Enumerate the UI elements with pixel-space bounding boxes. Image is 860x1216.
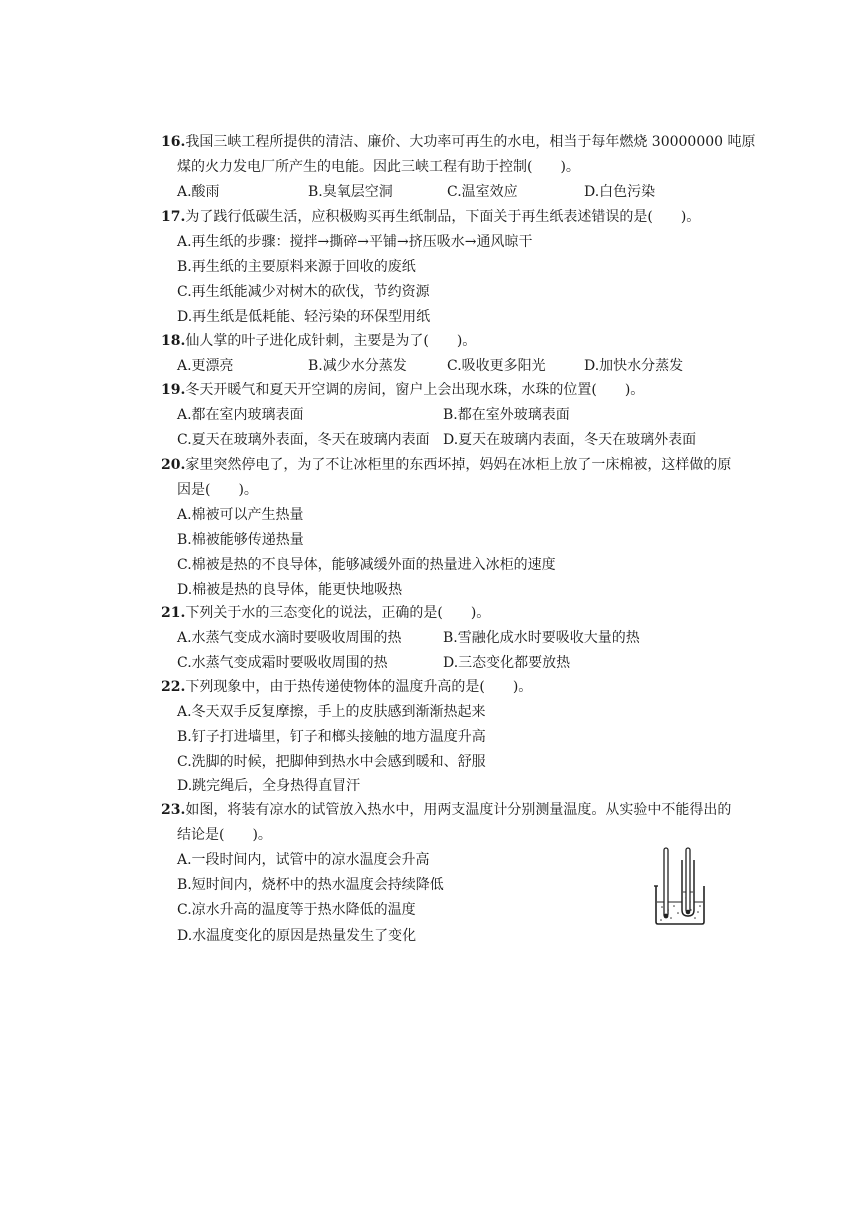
question-19-option-b: B.都在室外玻璃表面 (443, 407, 570, 423)
question-18-option-a: A.更漂亮 (177, 358, 234, 374)
question-16-option-c: C.温室效应 (447, 184, 518, 200)
question-16-option-b: B.臭氧层空洞 (308, 184, 393, 200)
question-19-option-a: A.都在室内玻璃表面 (177, 407, 304, 423)
thermometer-beaker (664, 848, 668, 916)
question-19-option-c: C.夏天在玻璃外表面，冬天在玻璃内表面 (177, 432, 430, 448)
question-19-number: 19. (161, 382, 186, 398)
question-20-option-a: A.棉被可以产生热量 (177, 507, 304, 523)
question-19-option-d: D.夏天在玻璃内表面，冬天在玻璃外表面 (443, 432, 697, 448)
question-23-option-d: D.水温度变化的原因是热量发生了变化 (177, 928, 417, 944)
question-19-stem: 19.冬天开暖气和夏天开空调的房间，窗户上会出现水珠，水珠的位置( )。 (161, 382, 645, 398)
question-22-option-b: B.钉子打进墙里，钉子和榔头接触的地方温度升高 (177, 729, 486, 745)
question-20-stem-line-1: 20.家里突然停电了，为了不让冰柜里的东西坏掉，妈妈在冰柜上放了一床棉被，这样做的原 (161, 457, 732, 473)
question-23-stem-line-1: 23.如图，将装有凉水的试管放入热水中，用两支温度计分别测量温度。从实验中不能得出的 (161, 802, 732, 818)
question-17-option-b: B.再生纸的主要原料来源于回收的废纸 (177, 259, 416, 275)
question-16-number: 16. (161, 134, 186, 150)
question-17-option-c: C.再生纸能减少对树木的砍伐，节约资源 (177, 284, 430, 300)
question-22-number: 22. (161, 679, 186, 695)
question-20-option-b: B.棉被能够传递热量 (177, 532, 304, 548)
question-20-option-d: D.棉被是热的良导体，能更快地吸热 (177, 582, 403, 598)
question-16-stem-line-1: 16.我国三峡工程所提供的清洁、廉价、大功率可再生的水电，相当于每年燃烧 30000000 吨原 (161, 134, 756, 150)
question-21-stem: 21.下列关于水的三态变化的说法，正确的是( )。 (161, 605, 491, 621)
question-23-option-b: B.短时间内，烧杯中的热水温度会持续降低 (177, 877, 444, 893)
question-22-stem: 22.下列现象中，由于热传递使物体的温度升高的是( )。 (161, 679, 533, 695)
question-17-option-a: A.再生纸的步骤：搅拌→撕碎→平铺→挤压吸水→通风晾干 (177, 234, 533, 250)
question-23-number: 23. (161, 802, 186, 818)
question-16-stem-line-2: 煤的火力发电厂所产生的电能。因此三峡工程有助于控制( )。 (177, 159, 580, 175)
beaker-thermometer-figure (652, 846, 708, 926)
question-23-option-c: C.凉水升高的温度等于热水降低的温度 (177, 902, 416, 918)
question-17-option-d: D.再生纸是低耗能、轻污染的环保型用纸 (177, 309, 431, 325)
question-21-option-a: A.水蒸气变成水滴时要吸收周围的热 (177, 630, 402, 646)
question-20-number: 20. (161, 457, 186, 473)
question-23-stem-line-2: 结论是( )。 (177, 827, 272, 843)
question-22-option-d: D.跳完绳后，全身热得直冒汗 (177, 778, 361, 794)
question-18-stem: 18.仙人掌的叶子进化成针刺，主要是为了( )。 (161, 333, 477, 349)
question-20-option-c: C.棉被是热的不良导体，能够减缓外面的热量进入冰柜的速度 (177, 557, 556, 573)
question-21-option-c: C.水蒸气变成霜时要吸收周围的热 (177, 655, 388, 671)
thermometer-test-tube (686, 848, 690, 912)
question-18-option-d: D.加快水分蒸发 (584, 358, 684, 374)
question-18-number: 18. (161, 333, 186, 349)
question-18-option-b: B.减少水分蒸发 (308, 358, 407, 374)
question-20-stem-line-2: 因是( )。 (177, 482, 258, 498)
question-21-number: 21. (161, 605, 186, 621)
question-22-option-c: C.洗脚的时候，把脚伸到热水中会感到暖和、舒服 (177, 754, 486, 770)
question-17-number: 17. (161, 209, 186, 225)
question-21-option-b: B.雪融化成水时要吸收大量的热 (443, 630, 640, 646)
question-22-option-a: A.冬天双手反复摩擦，手上的皮肤感到渐渐热起来 (177, 704, 486, 720)
question-16-option-d: D.白色污染 (584, 184, 656, 200)
question-23-option-a: A.一段时间内，试管中的凉水温度会升高 (177, 852, 430, 868)
question-17-stem: 17.为了践行低碳生活，应积极购买再生纸制品，下面关于再生纸表述错误的是( )。 (161, 209, 701, 225)
question-16-option-a: A.酸雨 (177, 184, 220, 200)
question-21-option-d: D.三态变化都要放热 (443, 655, 571, 671)
question-18-option-c: C.吸收更多阳光 (447, 358, 546, 374)
